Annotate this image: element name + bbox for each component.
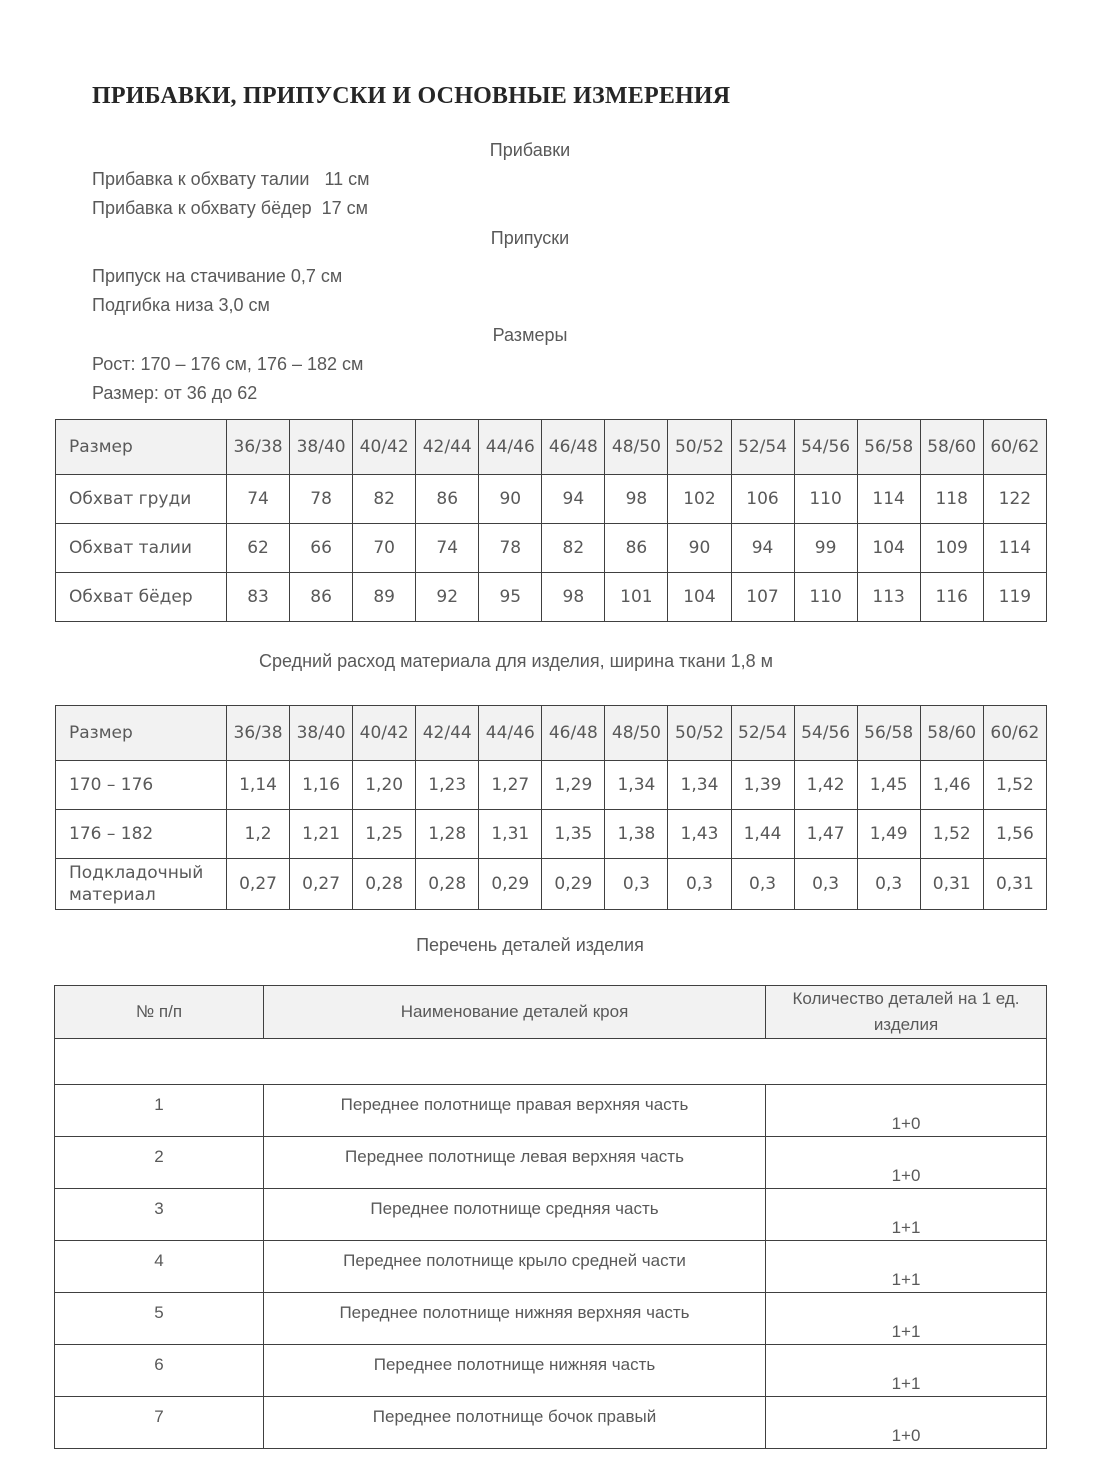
table-cell: 1,20 [353,761,416,810]
table-cell: 78 [290,475,353,524]
table-cell: 104 [668,573,731,622]
header-size-52-54: 52/54 [731,706,794,761]
allowances-heading: Припуски [490,228,570,248]
table-cell: 1,52 [983,761,1046,810]
part-number: 4 [55,1241,264,1293]
header-size-56-58: 56/58 [857,706,920,761]
table-cell: 1,29 [542,761,605,810]
parts-table [54,985,1047,1449]
table-row [55,1085,1047,1137]
table-cell: 86 [416,475,479,524]
sizes-height: Рост: 170 – 176 см, 176 – 182 см [92,354,364,374]
ease-waist: Прибавка к обхвату талии 11 см [92,169,370,189]
row-label: Обхват груди [56,475,227,524]
table-cell: 118 [920,475,983,524]
table-cell: 1,46 [920,761,983,810]
table-cell: 102 [668,475,731,524]
part-quantity: 1+1 [766,1345,1047,1397]
empty-cell [55,1039,1047,1085]
row-label: Обхват талии [56,524,227,573]
part-name: Переднее полотнище нижняя верхняя часть [264,1293,766,1345]
part-quantity: 1+1 [766,1293,1047,1345]
table-row [56,573,1047,622]
header-size-58-60: 58/60 [920,420,983,475]
ease-heading: Прибавки [489,140,571,160]
table-cell: 62 [227,524,290,573]
part-name: Переднее полотнище бочок правый [264,1397,766,1449]
table-cell: 114 [857,475,920,524]
table-cell: 114 [983,524,1046,573]
table-cell: 0,29 [542,859,605,910]
part-name: Переднее полотнище левая верхняя часть [264,1137,766,1189]
table-cell: 0,31 [920,859,983,910]
table-cell: 101 [605,573,668,622]
table-cell: 1,44 [731,810,794,859]
header-size-48-50: 48/50 [605,706,668,761]
table-row [55,1345,1047,1397]
table-cell: 1,34 [668,761,731,810]
consumption-table [55,705,1047,910]
table-cell: 82 [542,524,605,573]
table-cell: 90 [479,475,542,524]
part-name: Переднее полотнище средняя часть [264,1189,766,1241]
empty-row [55,1039,1047,1085]
table-cell: 74 [416,524,479,573]
table-cell: 1,45 [857,761,920,810]
table-cell: 1,2 [227,810,290,859]
table-row [56,810,1047,859]
table-cell: 1,34 [605,761,668,810]
table-cell: 95 [479,573,542,622]
table-cell: 0,3 [794,859,857,910]
table-row [55,1189,1047,1241]
table-cell: 86 [605,524,668,573]
header-size-36-38: 36/38 [227,420,290,475]
table-cell: 70 [353,524,416,573]
header-size-60-62: 60/62 [983,706,1046,761]
table-cell: 1,39 [731,761,794,810]
part-number: 3 [55,1189,264,1241]
header-size-38-40: 38/40 [290,706,353,761]
table-cell: 1,14 [227,761,290,810]
table-row [55,1241,1047,1293]
table-cell: 1,16 [290,761,353,810]
table-row [56,761,1047,810]
table-cell: 0,3 [668,859,731,910]
table-cell: 98 [542,573,605,622]
part-name: Переднее полотнище правая верхняя часть [264,1085,766,1137]
table-cell: 119 [983,573,1046,622]
table-cell: 1,28 [416,810,479,859]
allowance-seam: Припуск на стачивание 0,7 см [92,266,343,286]
header-size-52-54: 52/54 [731,420,794,475]
table-cell: 1,49 [857,810,920,859]
table-cell: 74 [227,475,290,524]
table-cell: 113 [857,573,920,622]
header-size-label: Размер [56,420,227,475]
table-cell: 0,29 [479,859,542,910]
header-size-44-46: 44/46 [479,420,542,475]
part-number: 6 [55,1345,264,1397]
header-size-46-48: 46/48 [542,706,605,761]
table-cell: 1,21 [290,810,353,859]
header-size-label: Размер [56,706,227,761]
row-label: Подкладочный материал [56,859,227,910]
header-size-44-46: 44/46 [479,706,542,761]
header-part-name: Наименование деталей кроя [264,986,766,1039]
table-cell: 107 [731,573,794,622]
part-quantity: 1+0 [766,1397,1047,1449]
header-size-50-52: 50/52 [668,706,731,761]
ease-hips: Прибавка к обхвату бёдер 17 см [92,198,369,218]
table-cell: 1,43 [668,810,731,859]
table-cell: 0,3 [857,859,920,910]
table-cell: 1,56 [983,810,1046,859]
header-size-40-42: 40/42 [353,420,416,475]
table-cell: 1,25 [353,810,416,859]
table-cell: 1,27 [479,761,542,810]
part-number: 2 [55,1137,264,1189]
sizes-heading: Размеры [492,325,568,345]
table-cell: 94 [542,475,605,524]
parts-heading: Перечень деталей изделия [416,935,644,955]
table-header-row [56,420,1047,475]
table-cell: 66 [290,524,353,573]
table-cell: 104 [857,524,920,573]
header-size-48-50: 48/50 [605,420,668,475]
table-cell: 92 [416,573,479,622]
header-size-60-62: 60/62 [983,420,1046,475]
part-name: Переднее полотнище нижняя часть [264,1345,766,1397]
page-title: ПРИБАВКИ, ПРИПУСКИ И ОСНОВНЫЕ ИЗМЕРЕНИЯ [92,83,731,109]
table-cell: 1,47 [794,810,857,859]
table-cell: 78 [479,524,542,573]
table-row [56,475,1047,524]
table-cell: 1,52 [920,810,983,859]
table-header-row [55,986,1047,1039]
table-cell: 94 [731,524,794,573]
table-row [55,1397,1047,1449]
table-cell: 106 [731,475,794,524]
table-cell: 0,3 [605,859,668,910]
table-row [56,859,1047,910]
table-cell: 1,23 [416,761,479,810]
table-cell: 0,3 [731,859,794,910]
table-cell: 89 [353,573,416,622]
measurements-table [55,419,1047,622]
table-cell: 109 [920,524,983,573]
header-size-42-44: 42/44 [416,706,479,761]
header-size-38-40: 38/40 [290,420,353,475]
sizes-range: Размер: от 36 до 62 [92,383,258,403]
table-row [56,524,1047,573]
header-size-54-56: 54/56 [794,706,857,761]
header-size-56-58: 56/58 [857,420,920,475]
table-row [55,1137,1047,1189]
table-cell: 99 [794,524,857,573]
part-number: 1 [55,1085,264,1137]
header-size-46-48: 46/48 [542,420,605,475]
table-cell: 110 [794,573,857,622]
table-cell: 82 [353,475,416,524]
header-size-54-56: 54/56 [794,420,857,475]
header-size-50-52: 50/52 [668,420,731,475]
table-cell: 1,35 [542,810,605,859]
table-cell: 90 [668,524,731,573]
table-cell: 98 [605,475,668,524]
table-cell: 122 [983,475,1046,524]
row-label: 176 – 182 [56,810,227,859]
table-cell: 1,31 [479,810,542,859]
header-size-36-38: 36/38 [227,706,290,761]
table-cell: 110 [794,475,857,524]
row-label: 170 – 176 [56,761,227,810]
row-label: Обхват бёдер [56,573,227,622]
table-cell: 0,31 [983,859,1046,910]
table-header-row [56,706,1047,761]
table-cell: 0,28 [353,859,416,910]
part-quantity: 1+1 [766,1241,1047,1293]
part-name: Переднее полотнище крыло средней части [264,1241,766,1293]
table-cell: 86 [290,573,353,622]
table-cell: 1,38 [605,810,668,859]
table-row [55,1293,1047,1345]
table-cell: 0,28 [416,859,479,910]
table-cell: 116 [920,573,983,622]
header-quantity: Количество деталей на 1 ед. изделия [766,986,1047,1039]
part-quantity: 1+0 [766,1085,1047,1137]
table-cell: 83 [227,573,290,622]
table-cell: 0,27 [290,859,353,910]
header-number: № п/п [55,986,264,1039]
header-size-40-42: 40/42 [353,706,416,761]
part-quantity: 1+1 [766,1189,1047,1241]
table-cell: 0,27 [227,859,290,910]
table-cell: 1,42 [794,761,857,810]
header-size-58-60: 58/60 [920,706,983,761]
part-number: 7 [55,1397,264,1449]
header-size-42-44: 42/44 [416,420,479,475]
part-quantity: 1+0 [766,1137,1047,1189]
consumption-heading: Средний расход материала для изделия, ширина ткани 1,8 м [258,651,774,671]
part-number: 5 [55,1293,264,1345]
allowance-hem: Подгибка низа 3,0 см [92,295,270,315]
